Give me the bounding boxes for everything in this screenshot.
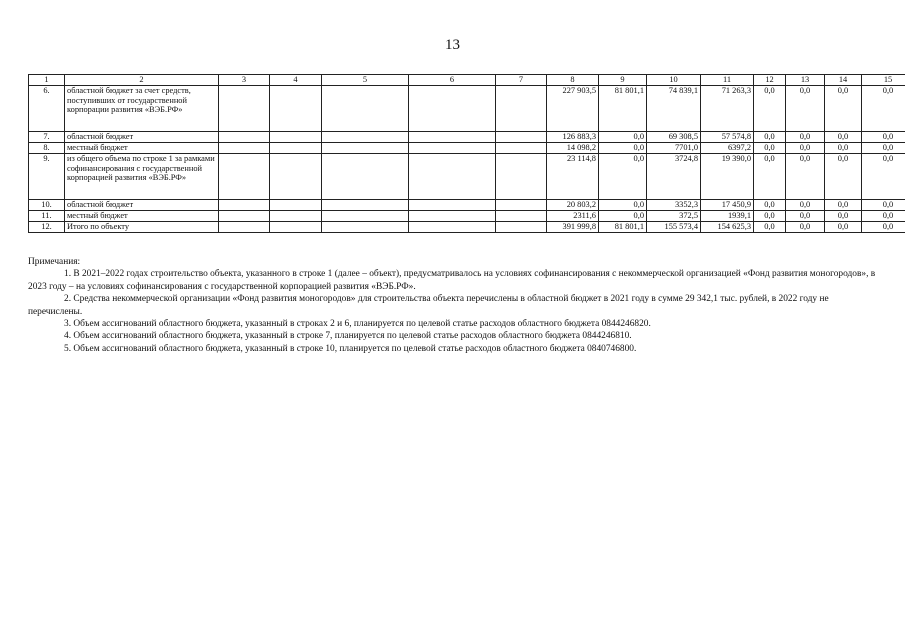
table-row	[29, 222, 905, 233]
row-number: 11.	[29, 211, 65, 222]
table-cell: 0,0	[825, 200, 862, 211]
table-cell	[219, 143, 270, 154]
row-label: областной бюджет	[65, 200, 219, 211]
table-cell	[496, 200, 547, 211]
table-cell: 154 625,3	[701, 222, 754, 233]
table-cell: 3724,8	[647, 154, 701, 200]
table-cell	[496, 143, 547, 154]
table-cell	[409, 200, 496, 211]
table-cell: 0,0	[786, 200, 825, 211]
row-label: местный бюджет	[65, 143, 219, 154]
table-cell: 0,0	[862, 86, 905, 132]
table-cell: 81 801,1	[599, 86, 647, 132]
row-number: 8.	[29, 143, 65, 154]
table-cell: 6397,2	[701, 143, 754, 154]
col-header: 3	[219, 75, 270, 86]
table-cell: 0,0	[754, 222, 786, 233]
col-header: 1	[29, 75, 65, 86]
row-label: областной бюджет	[65, 132, 219, 143]
table-cell: 0,0	[754, 143, 786, 154]
table-cell: 3352,3	[647, 200, 701, 211]
table-cell	[270, 200, 322, 211]
table-cell: 0,0	[754, 132, 786, 143]
col-header: 15	[862, 75, 905, 86]
table-cell: 2311,6	[547, 211, 599, 222]
table-cell	[496, 154, 547, 200]
col-header: 12	[754, 75, 786, 86]
table-cell: 0,0	[825, 222, 862, 233]
table-cell	[322, 200, 409, 211]
col-header: 4	[270, 75, 322, 86]
table-cell	[219, 222, 270, 233]
table-cell: 0,0	[862, 200, 905, 211]
table-cell: 19 390,0	[701, 154, 754, 200]
table-cell: 57 574,8	[701, 132, 754, 143]
table-cell	[219, 132, 270, 143]
table-row	[29, 154, 905, 200]
table-cell: 0,0	[599, 154, 647, 200]
table-cell: 0,0	[599, 200, 647, 211]
table-cell	[322, 86, 409, 132]
table-cell	[496, 211, 547, 222]
table-cell: 0,0	[862, 211, 905, 222]
table-cell: 155 573,4	[647, 222, 701, 233]
table-cell: 0,0	[825, 211, 862, 222]
table-cell	[219, 154, 270, 200]
table-header	[29, 75, 905, 86]
table-row	[29, 200, 905, 211]
table-cell: 372,5	[647, 211, 701, 222]
table-cell	[322, 154, 409, 200]
notes-heading: Примечания:	[28, 257, 81, 267]
table-cell	[322, 132, 409, 143]
table-cell	[496, 86, 547, 132]
table-row	[29, 86, 905, 132]
row-number: 12.	[29, 222, 65, 233]
table-cell: 0,0	[786, 143, 825, 154]
table-cell: 0,0	[599, 143, 647, 154]
table-cell: 0,0	[599, 211, 647, 222]
table-cell: 81 801,1	[599, 222, 647, 233]
table-cell: 0,0	[754, 200, 786, 211]
table-cell: 0,0	[825, 132, 862, 143]
table-cell: 391 999,8	[547, 222, 599, 233]
table-cell: 0,0	[825, 143, 862, 154]
table-cell	[270, 143, 322, 154]
col-header: 11	[701, 75, 754, 86]
table-cell	[219, 211, 270, 222]
table-cell	[322, 143, 409, 154]
row-label: местный бюджет	[65, 211, 219, 222]
row-label: из общего объема по строке 1 за рамками софинансирования с государственной корпорацией развития «ВЭБ.РФ»	[65, 154, 219, 200]
table-cell	[409, 86, 496, 132]
table-cell: 0,0	[786, 132, 825, 143]
col-header: 14	[825, 75, 862, 86]
table-cell	[409, 222, 496, 233]
table-cell	[270, 222, 322, 233]
header-row	[29, 75, 905, 86]
table-cell: 14 098,2	[547, 143, 599, 154]
table-cell: 0,0	[862, 132, 905, 143]
table-cell	[322, 211, 409, 222]
table-cell: 0,0	[786, 222, 825, 233]
table-cell: 74 839,1	[647, 86, 701, 132]
table-cell: 0,0	[786, 211, 825, 222]
col-header: 8	[547, 75, 599, 86]
col-header: 7	[496, 75, 547, 86]
table-cell	[219, 86, 270, 132]
table-cell	[270, 132, 322, 143]
table-cell: 0,0	[862, 154, 905, 200]
note-item: 2. Средства некоммерческой организации «Фонд развития моногородов» для строительства объекта перечислены в областной бюджет в 2021 году в сумме 29 342,1 тыс. рублей, в 2022 году не перечислены.	[28, 294, 829, 317]
table-cell: 7701,0	[647, 143, 701, 154]
table-cell: 1939,1	[701, 211, 754, 222]
col-header: 10	[647, 75, 701, 86]
col-header: 9	[599, 75, 647, 86]
row-label: областной бюджет за счет средств, поступивших от государственной корпорации развития «ВЭБ.РФ»	[65, 86, 219, 132]
table-cell	[409, 154, 496, 200]
table-cell: 17 450,9	[701, 200, 754, 211]
table-cell	[219, 200, 270, 211]
table-cell: 0,0	[862, 222, 905, 233]
table-cell: 23 114,8	[547, 154, 599, 200]
table-cell	[496, 132, 547, 143]
col-header: 13	[786, 75, 825, 86]
table-cell: 0,0	[825, 86, 862, 132]
table-cell: 71 263,3	[701, 86, 754, 132]
col-header: 6	[409, 75, 496, 86]
table-row	[29, 143, 905, 154]
table-row	[29, 132, 905, 143]
note-item: 4. Объем ассигнований областного бюджета, указанный в строке 7, планируется по целевой статье расходов областного бюджета 0844246810.	[64, 331, 632, 342]
table-cell	[409, 132, 496, 143]
budget-table	[28, 74, 905, 233]
row-number: 7.	[29, 132, 65, 143]
table-body	[29, 86, 905, 233]
table-cell	[496, 222, 547, 233]
table-cell	[322, 222, 409, 233]
table-cell: 69 308,5	[647, 132, 701, 143]
table-cell: 0,0	[862, 143, 905, 154]
table-cell: 126 883,3	[547, 132, 599, 143]
col-header: 5	[322, 75, 409, 86]
table-cell	[270, 86, 322, 132]
table-cell: 0,0	[786, 86, 825, 132]
notes-section	[28, 256, 876, 355]
table-row	[29, 211, 905, 222]
table-cell: 0,0	[786, 154, 825, 200]
row-label: Итого по объекту	[65, 222, 219, 233]
table-cell: 227 903,5	[547, 86, 599, 132]
table-cell	[409, 143, 496, 154]
row-number: 9.	[29, 154, 65, 200]
table-cell: 0,0	[599, 132, 647, 143]
row-number: 10.	[29, 200, 65, 211]
table-cell: 0,0	[754, 154, 786, 200]
row-number: 6.	[29, 86, 65, 132]
col-header: 2	[65, 75, 219, 86]
table-cell	[270, 154, 322, 200]
note-item: 1. В 2021–2022 годах строительство объекта, указанного в строке 1 (далее – объект), предусматривалось на условиях софинансирования с некоммерческой организацией «Фонд развития моногородов», в 2023 году – на условиях софинансирования с государственной корпорацией развития «ВЭБ.РФ».	[28, 269, 876, 292]
table-cell: 0,0	[825, 154, 862, 200]
table-cell	[270, 211, 322, 222]
note-item: 3. Объем ассигнований областного бюджета, указанный в строках 2 и 6, планируется по целевой статье расходов областного бюджета 0844246820.	[64, 319, 651, 330]
table-cell: 20 803,2	[547, 200, 599, 211]
table-cell: 0,0	[754, 86, 786, 132]
table-cell	[409, 211, 496, 222]
page-number: 13	[445, 37, 460, 53]
note-item: 5. Объем ассигнований областного бюджета, указанный в строке 10, планируется по целевой статье расходов областного бюджета 0840746800.	[64, 343, 637, 354]
table-cell: 0,0	[754, 211, 786, 222]
